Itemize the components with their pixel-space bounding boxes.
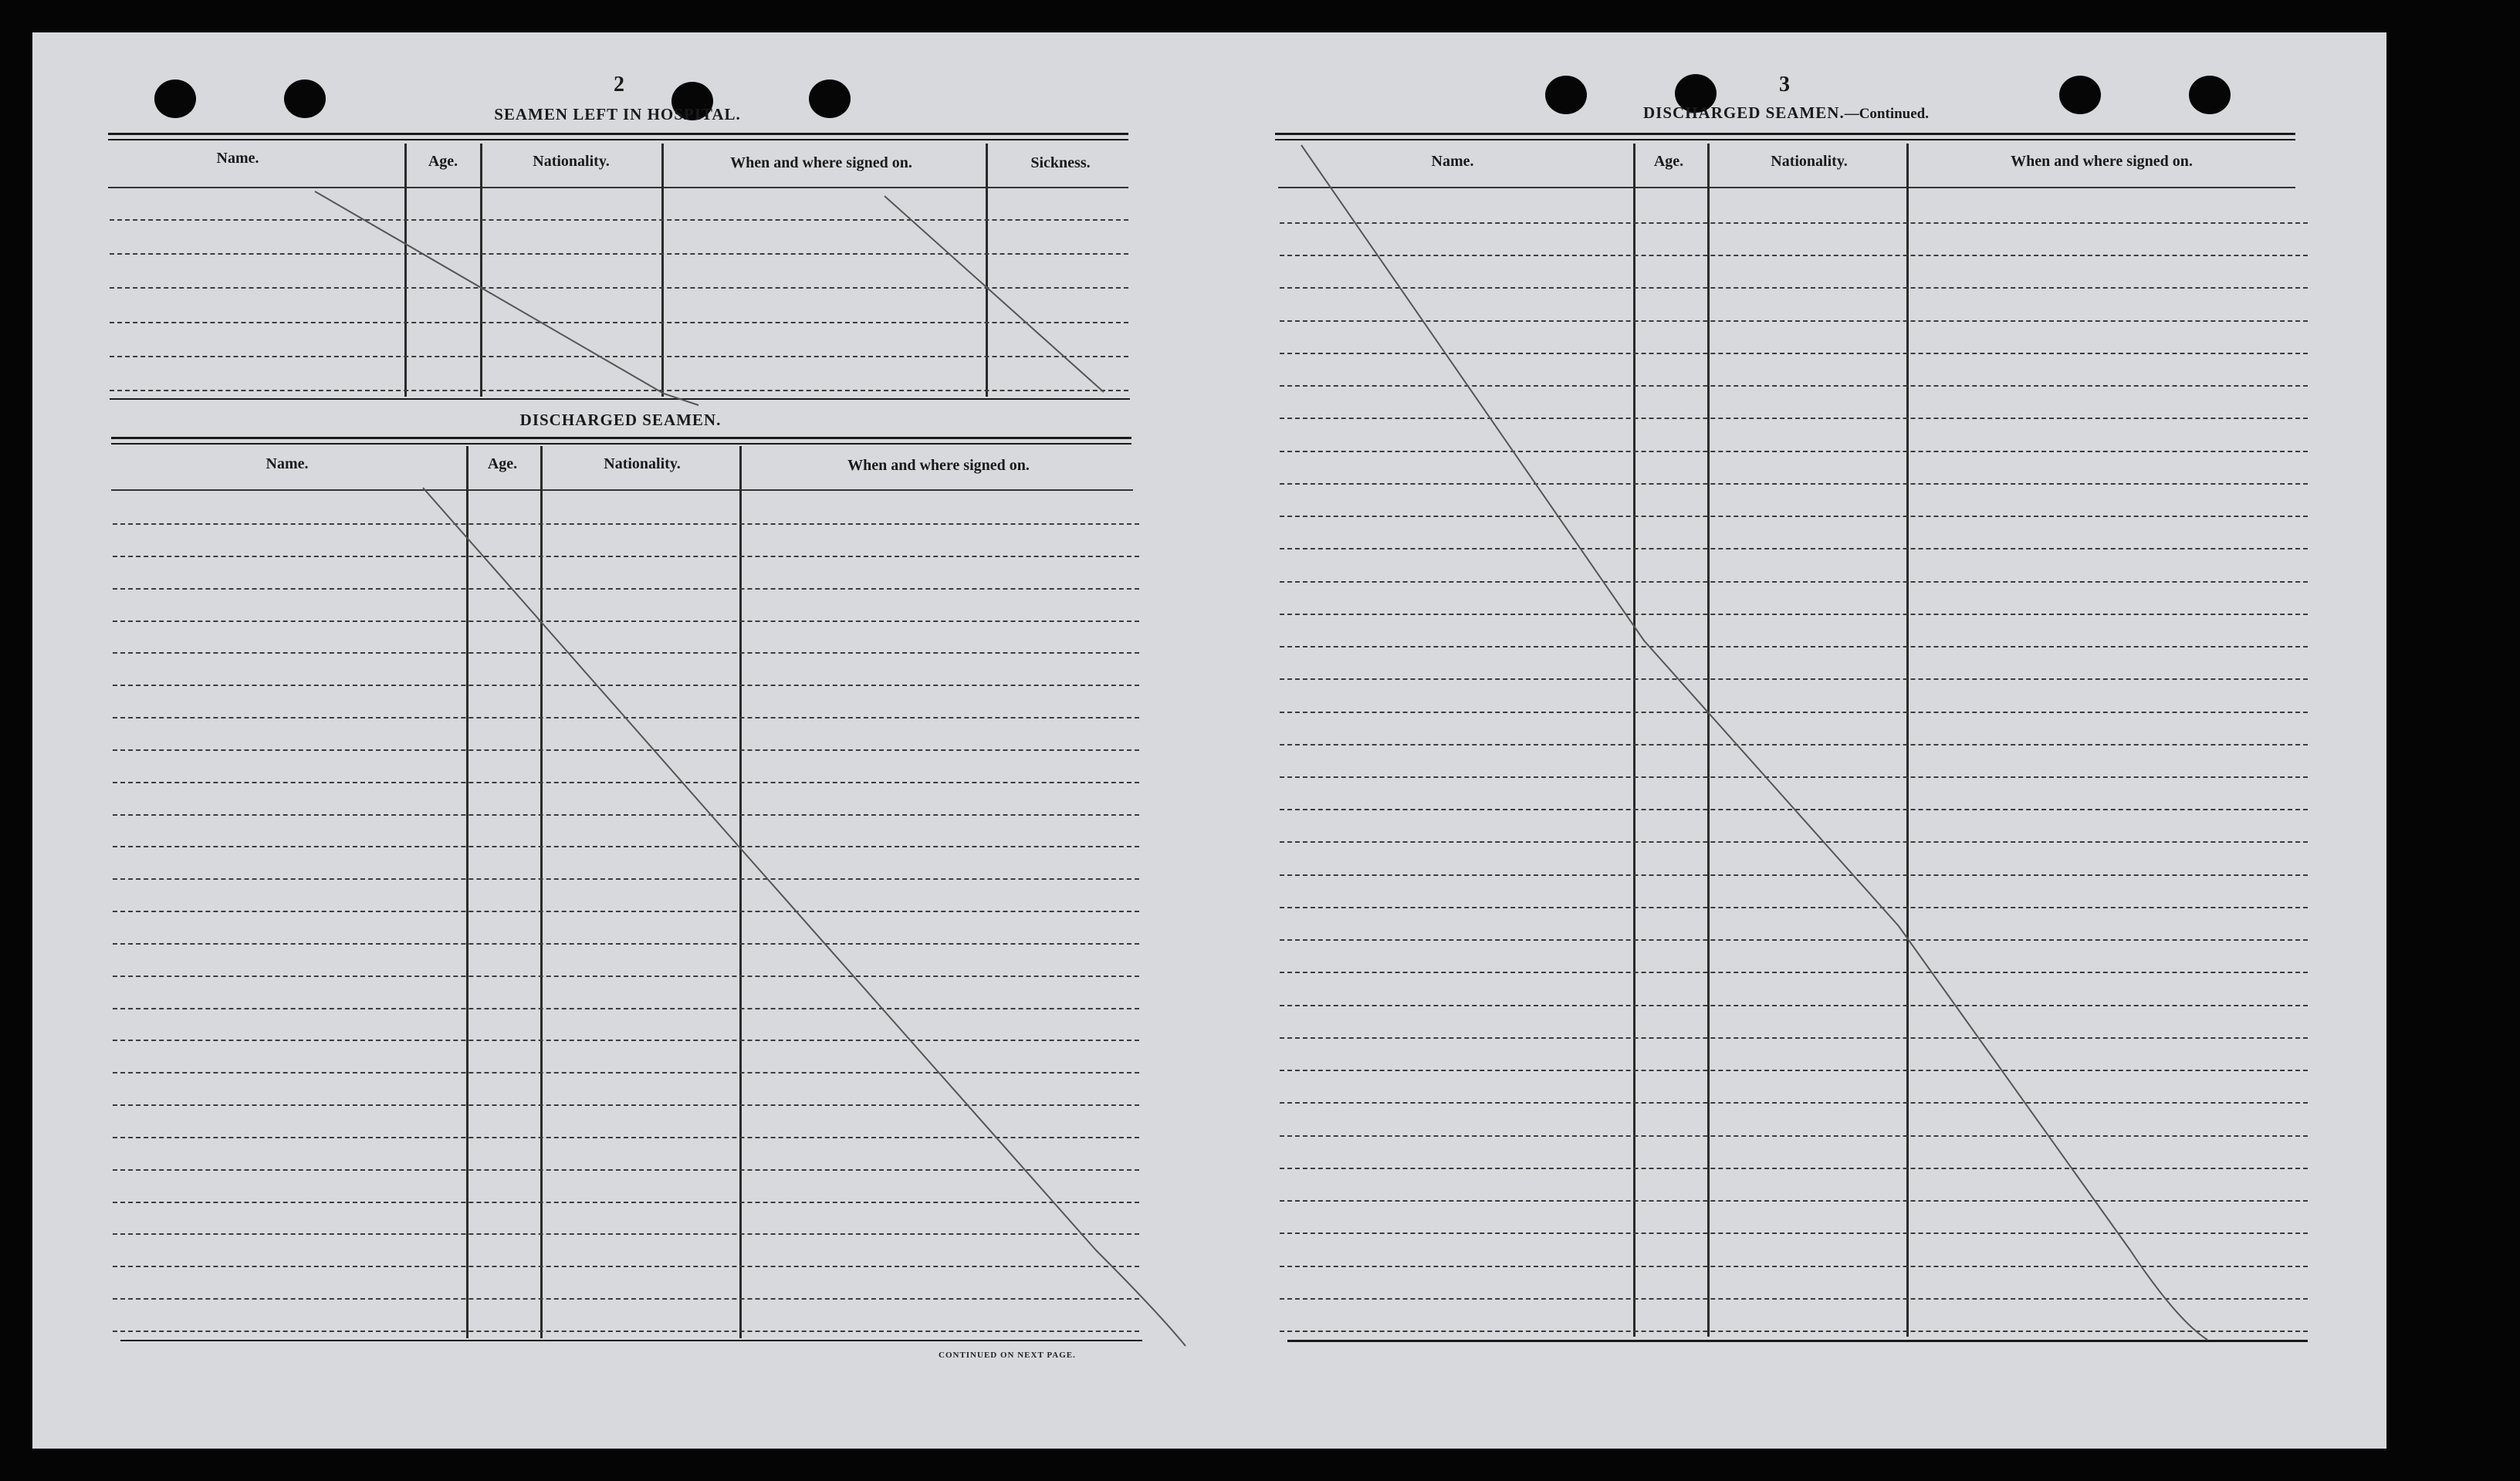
discharged-section-title: DISCHARGED SEAMEN. [519,411,722,429]
right-col-signed-on: When and where signed on. [2011,153,2193,170]
hospital-col-name: Name. [216,150,259,167]
page-number-left: 2 [614,73,624,96]
hospital-col-nationality: Nationality. [533,153,610,170]
cancel-stroke [423,488,1186,1346]
page-number-right: 3 [1779,73,1790,96]
cancel-stroke [1301,145,2207,1340]
hospital-col-age: Age. [428,153,458,170]
right-col-nationality: Nationality. [1771,153,1848,170]
discharged-col-name: Name. [266,455,309,472]
cancel-stroke [885,196,1104,392]
discharged-col-nationality: Nationality. [604,455,681,472]
cancel-stroke [315,191,698,405]
discharged-continued-title-main: DISCHARGED SEAMEN. [1643,103,1845,122]
continued-label: —Continued. [1844,106,1929,122]
hospital-col-signed-on: When and where signed on. [730,154,912,171]
hospital-col-sickness: Sickness. [1030,154,1091,171]
discharged-col-signed-on: When and where signed on. [847,457,1030,474]
hospital-section-title: SEAMEN LEFT IN HOSPITAL. [494,105,741,123]
right-col-age: Age. [1653,153,1684,170]
continued-on-next-page-note: CONTINUED ON NEXT PAGE. [939,1351,1076,1360]
discharged-col-age: Age. [487,455,518,472]
right-col-name: Name. [1431,153,1474,170]
